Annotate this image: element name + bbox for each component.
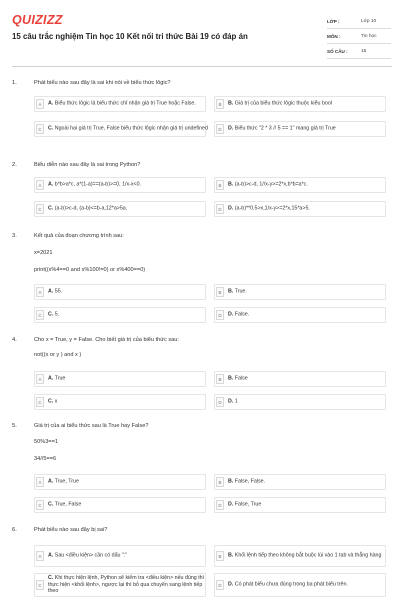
option-prefix: A. [48,181,54,188]
option-prefix: D. [228,581,234,588]
option-letter-badge: B [216,180,224,190]
option-body: b*b>a*c, a*(1-a)==(a-b)>=0, 1/x-x<0. [53,181,142,188]
option-letter-badge: C [36,310,44,320]
option-prefix: D. [228,311,234,318]
option-prefix: C. [48,575,54,582]
option-text [48,312,208,319]
option-text [228,479,388,486]
answer-option-c[interactable] [34,201,206,217]
option-text [228,312,388,319]
meta-value: 15 [361,48,367,54]
answer-option-a[interactable] [34,371,206,387]
question-6 [12,527,388,600]
option-body: False, False. [233,478,266,485]
question-number: 4. [12,337,17,343]
option-prefix: A. [48,375,54,382]
option-prefix: A. [48,288,54,295]
option-text [48,502,208,509]
option-prefix: C. [48,398,54,405]
option-prefix: C. [48,125,54,132]
option-prefix: C. [48,205,54,212]
option-prefix: B. [228,181,234,188]
option-letter-badge: C [36,204,44,214]
option-text [48,289,208,296]
option-letter-badge: A [36,287,44,297]
answer-option-d[interactable] [214,201,386,217]
meta-row-class [327,14,391,29]
question-text: Phát biểu nào sau đây bị sai? [34,527,108,533]
option-prefix: A. [48,552,54,559]
option-prefix: B. [228,375,234,382]
option-letter-badge: D [216,310,224,320]
option-text [228,582,388,589]
answer-option-c[interactable] [34,573,206,597]
option-letter-badge: D [216,500,224,510]
answer-option-d[interactable] [214,394,386,410]
option-letter-badge: B [216,287,224,297]
option-body: Khi thực hiện lệnh, Python sẽ kiểm tra <điều kiện> nếu đúng thì thực hiện <khối lệnh>, ngược lại thì bỏ qua chuyển sang lệnh tiếp theo [48,575,205,595]
answer-option-a[interactable] [34,545,206,567]
option-body: True, True [53,478,79,485]
option-prefix: B. [228,288,234,295]
option-body: True, False [53,501,82,508]
option-body: False [233,375,248,382]
option-text [228,182,388,189]
option-body: True. [233,288,247,295]
option-letter-badge: D [216,397,224,407]
option-text [48,399,208,406]
option-letter-badge: B [216,551,224,561]
answer-option-b[interactable] [214,371,386,387]
option-letter-badge: A [36,477,44,487]
question-number: 5. [12,423,17,429]
question-text: Kết quả của đoạn chương trình sau: [34,233,124,239]
option-text [48,101,208,108]
code-line: not((x or y ) and x ) [34,352,82,358]
option-text [228,101,388,108]
option-prefix: D. [228,125,234,132]
answer-option-a[interactable] [34,474,206,490]
answer-option-a[interactable] [34,96,206,112]
option-text [228,376,388,383]
option-letter-badge: A [36,99,44,109]
option-text [48,126,208,133]
answer-option-c[interactable] [34,394,206,410]
option-letter-badge: A [36,180,44,190]
option-body: False. [233,311,250,318]
answer-option-d[interactable] [214,573,386,597]
option-text [228,553,388,560]
question-number: 6. [12,527,17,533]
option-body: True [53,375,66,382]
answer-option-b[interactable] [214,545,386,567]
option-body: 55. [53,288,63,295]
option-letter-badge: C [36,397,44,407]
document-header [0,0,400,66]
option-prefix: C. [48,501,54,508]
option-letter-badge: B [216,99,224,109]
option-letter-badge: D [216,580,224,590]
question-text: Giá trị của ai biểu thức sau là True hay False? [34,423,149,429]
meta-key: SỐ CÂU : [327,48,348,54]
option-prefix: B. [228,478,234,485]
option-text [228,289,388,296]
option-text [48,575,208,595]
question-text: Biểu diễn nào sau đây là sai trong Python? [34,162,141,168]
option-body: (a-b)>c-d, 1//x-y>=2*x,b*b=a*c. [233,181,308,188]
answer-option-d[interactable] [214,497,386,513]
option-body: Giá trị của biểu thức lôgic thuộc kiểu bool [233,100,332,107]
option-body: Biểu thức "2 * 3 // 5 == 1" mang giá trị True [233,125,336,132]
answer-option-c[interactable] [34,497,206,513]
option-letter-badge: C [36,124,44,134]
question-number: 1. [12,80,17,86]
meta-key: LỚP : [327,18,340,24]
question-5 [12,423,388,513]
option-letter-badge: C [36,500,44,510]
option-body: x [53,398,58,405]
option-prefix: D. [228,205,234,212]
option-body: False, True [233,501,262,508]
answer-option-a[interactable] [34,177,206,193]
option-letter-badge: D [216,204,224,214]
option-body: (a-b)>c-d, (a-b)<=b-a,12*a>5a. [53,205,128,212]
answer-option-b[interactable] [214,177,386,193]
answer-option-c[interactable] [34,307,206,323]
answer-option-b[interactable] [214,284,386,300]
question-number: 2. [12,162,17,168]
option-letter-badge: C [36,580,44,590]
meta-row-count [327,44,391,59]
option-prefix: D. [228,501,234,508]
option-text [228,502,388,509]
question-3 [12,233,388,323]
question-1 [12,80,388,170]
option-letter-badge: B [216,477,224,487]
option-prefix: B. [228,100,234,107]
meta-row-subject [327,29,391,44]
option-body: Có phát biểu chưa đúng trong ba phát biểu trên. [233,581,348,588]
meta-info-table [327,14,391,59]
option-prefix: B. [228,552,234,559]
option-letter-badge: A [36,374,44,384]
question-4 [12,337,388,427]
option-text [228,399,388,406]
code-line: x=2021 [34,250,53,256]
option-prefix: D. [228,398,234,405]
option-body: Khối lệnh tiếp theo không bắt buộc lùi vào 1 tab và thẳng hàng [233,552,382,559]
option-letter-badge: B [216,374,224,384]
code-line: print((x%4==0 and x%100!=0) or x%400==0) [34,267,146,273]
option-body: Biểu thức lôgic là biểu thức chỉ nhận giá trị True hoặc False. [53,100,196,107]
option-body: Ngoài hai giá trị True, False biểu thức lôgic nhận giá trị undefined [53,125,208,132]
code-line: 50%3==1 [34,439,58,445]
header-divider [12,66,392,67]
option-text [48,553,208,560]
option-letter-badge: A [36,551,44,561]
answer-option-b[interactable] [214,96,386,112]
answer-option-d[interactable] [214,121,386,137]
option-text [228,206,388,213]
answer-option-a[interactable] [34,284,206,300]
option-body: Sau <điều kiện> cần có dấu ":" [53,552,128,559]
question-text: Phát biểu nào sau đây là sai khi nói về biểu thức lôgic? [34,80,171,86]
meta-value: Tin học [361,33,377,39]
option-body: (a-b)**0.5>x,1/x-y>=2*x,15*a>5. [233,205,310,212]
option-text [48,206,208,213]
page-title: 15 câu trắc nghiệm Tin học 10 Kết nối tri thức Bài 19 có đáp án [12,32,248,41]
question-number: 3. [12,233,17,239]
meta-key: MÔN : [327,33,341,39]
meta-value: Lớp 10 [361,18,377,24]
option-letter-badge: D [216,124,224,134]
question-text: Cho x = True, y = False. Cho biết giá trị của biểu thức sau: [34,337,179,343]
code-line: 34//5==6 [34,456,57,462]
answer-option-d[interactable] [214,307,386,323]
option-prefix: A. [48,478,54,485]
option-text [228,126,388,133]
option-body: 5. [53,311,60,318]
option-text [48,479,208,486]
answer-option-b[interactable] [214,474,386,490]
quizizz-logo: QUIZIZZ [12,13,63,27]
option-text [48,182,208,189]
option-text [48,376,208,383]
option-prefix: C. [48,311,54,318]
option-body: 1 [233,398,238,405]
option-prefix: A. [48,100,54,107]
answer-option-c[interactable] [34,121,206,137]
